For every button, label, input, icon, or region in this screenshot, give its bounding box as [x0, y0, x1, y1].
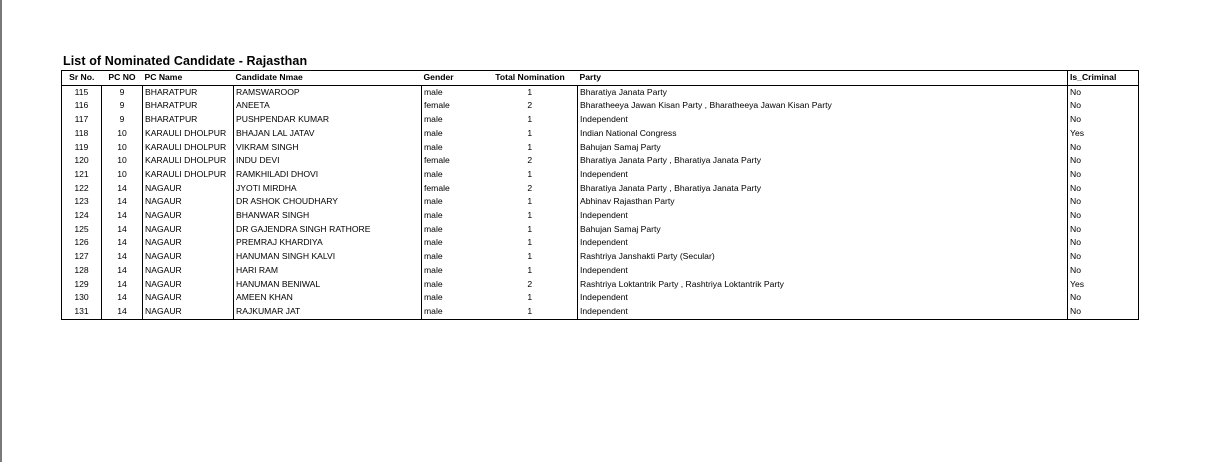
cell-gender: male	[422, 278, 483, 292]
cell-pc-name: BHARATPUR	[143, 113, 234, 127]
cell-pc-no: 14	[102, 209, 143, 223]
table-row	[62, 195, 1139, 209]
cell-total-nomination: 1	[527, 292, 533, 303]
cell-sr-no: 129	[62, 278, 102, 292]
cell-total-nomination: 1	[527, 141, 533, 152]
cell-candidate-name: DR ASHOK CHOUDHARY	[234, 195, 422, 209]
cell-sr-no: 122	[62, 182, 102, 196]
cell-party: Independent	[578, 113, 1068, 127]
cell-is-criminal: No	[1068, 182, 1139, 196]
cell-party: Rashtriya Loktantrik Party , Rashtriya Loktantrik Party	[578, 278, 1068, 292]
cell-party: Independent	[578, 291, 1068, 305]
cell-party: Bharatheeya Jawan Kisan Party , Bharatheeya Jawan Kisan Party	[578, 99, 1068, 113]
table-row	[62, 154, 1139, 168]
table-row	[62, 209, 1139, 223]
cell-candidate-name: ANEETA	[234, 99, 422, 113]
cell-pc-name: KARAULI DHOLPUR	[143, 141, 234, 155]
cell-gender: male	[422, 113, 483, 127]
cell-sr-no: 115	[62, 85, 102, 99]
cell-pc-name: KARAULI DHOLPUR	[143, 168, 234, 182]
cell-is-criminal: No	[1068, 250, 1139, 264]
cell-gender: male	[422, 264, 483, 278]
cell-pc-no: 14	[102, 236, 143, 250]
cell-pc-name: NAGAUR	[143, 291, 234, 305]
cell-party: Bharatiya Janata Party , Bharatiya Janata Party	[578, 154, 1068, 168]
cell-gender: male	[422, 250, 483, 264]
cell-pc-name: NAGAUR	[143, 305, 234, 319]
cell-gender: male	[422, 195, 483, 209]
cell-total-nomination: 1	[483, 305, 578, 319]
cell-pc-no: 9	[102, 99, 143, 113]
cell-pc-name: BHARATPUR	[143, 99, 234, 113]
header-pc-name: PC Name	[143, 71, 234, 86]
cell-gender: female	[422, 154, 483, 168]
page-left-edge	[0, 0, 2, 462]
cell-is-criminal: No	[1068, 154, 1139, 168]
header-is-criminal: Is_Criminal	[1068, 71, 1139, 86]
cell-is-criminal: No	[1068, 236, 1139, 250]
cell-total-nomination: 1	[527, 168, 533, 179]
table-row	[62, 223, 1139, 237]
cell-is-criminal: No	[1068, 291, 1139, 305]
table-row	[62, 305, 1139, 319]
table-row	[62, 182, 1139, 196]
cell-sr-no: 121	[62, 168, 102, 182]
cell-pc-no: 14	[102, 291, 143, 305]
cell-pc-name: BHARATPUR	[143, 85, 234, 99]
cell-party: Abhinav Rajasthan Party	[578, 195, 1068, 209]
cell-party: Independent	[578, 305, 1068, 319]
cell-candidate-name: HANUMAN SINGH KALVI	[234, 250, 422, 264]
cell-party: Bharatiya Janata Party	[578, 85, 1068, 99]
table-row	[62, 141, 1139, 155]
cell-gender: male	[422, 236, 483, 250]
cell-party: Independent	[578, 236, 1068, 250]
cell-candidate-name: DR GAJENDRA SINGH RATHORE	[234, 223, 422, 237]
cell-is-criminal: No	[1068, 223, 1139, 237]
table-row	[62, 291, 1139, 305]
cell-total-nomination: 2	[527, 100, 533, 111]
cell-gender: male	[422, 168, 483, 182]
cell-pc-name: NAGAUR	[143, 236, 234, 250]
cell-pc-no: 10	[102, 154, 143, 168]
cell-is-criminal: No	[1068, 141, 1139, 155]
cell-party: Rashtriya Janshakti Party (Secular)	[578, 250, 1068, 264]
cell-pc-name: NAGAUR	[143, 182, 234, 196]
cell-sr-no: 116	[62, 99, 102, 113]
cell-candidate-name: PUSHPENDAR KUMAR	[234, 113, 422, 127]
cell-sr-no: 125	[62, 223, 102, 237]
cell-sr-no: 128	[62, 264, 102, 278]
cell-candidate-name: BHAJAN LAL JATAV	[234, 127, 422, 141]
cell-sr-no: 127	[62, 250, 102, 264]
cell-gender: male	[422, 209, 483, 223]
cell-candidate-name: PREMRAJ KHARDIYA	[234, 236, 422, 250]
cell-pc-no: 10	[102, 168, 143, 182]
cell-total-nomination: 1	[527, 210, 533, 221]
cell-gender: male	[422, 223, 483, 237]
cell-pc-name: NAGAUR	[143, 223, 234, 237]
cell-party: Independent	[578, 209, 1068, 223]
cell-party: Bahujan Samaj Party	[578, 141, 1068, 155]
cell-party: Indian National Congress	[578, 127, 1068, 141]
cell-total-nomination: 1	[527, 223, 533, 234]
cell-candidate-name: RAJKUMAR JAT	[234, 305, 422, 319]
cell-total-nomination: 1	[527, 86, 533, 97]
cell-total-nomination: 1	[527, 114, 533, 125]
cell-pc-no: 9	[102, 85, 143, 99]
cell-total-nomination: 1	[527, 127, 533, 138]
table-row	[62, 99, 1139, 113]
cell-pc-no: 9	[102, 113, 143, 127]
cell-pc-no: 14	[102, 250, 143, 264]
cell-candidate-name: JYOTI MIRDHA	[234, 182, 422, 196]
nominated-candidates-table	[61, 70, 1139, 320]
header-candidate-name: Candidate Nmae	[234, 71, 422, 86]
table-row	[62, 127, 1139, 141]
table-row	[62, 85, 1139, 99]
cell-candidate-name: AMEEN KHAN	[234, 291, 422, 305]
cell-is-criminal: No	[1068, 99, 1139, 113]
cell-sr-no: 130	[62, 291, 102, 305]
cell-total-nomination: 1	[527, 237, 533, 248]
cell-is-criminal: No	[1068, 113, 1139, 127]
cell-total-nomination: 1	[527, 264, 533, 275]
cell-candidate-name: HANUMAN BENIWAL	[234, 278, 422, 292]
table-header-row	[62, 71, 1139, 86]
cell-is-criminal: Yes	[1068, 127, 1139, 141]
header-total-nomination: Total Nomination	[483, 71, 578, 86]
cell-gender: male	[422, 127, 483, 141]
cell-pc-name: NAGAUR	[143, 195, 234, 209]
cell-pc-no: 14	[102, 223, 143, 237]
header-sr-no: Sr No.	[62, 71, 102, 86]
cell-gender: male	[422, 85, 483, 99]
cell-pc-no: 14	[102, 182, 143, 196]
cell-pc-no: 14	[102, 278, 143, 292]
cell-gender: male	[422, 291, 483, 305]
cell-sr-no: 120	[62, 154, 102, 168]
cell-party: Bahujan Samaj Party	[578, 223, 1068, 237]
cell-pc-no: 10	[102, 127, 143, 141]
cell-pc-no: 14	[102, 264, 143, 278]
header-party: Party	[578, 71, 1068, 86]
cell-pc-name: NAGAUR	[143, 278, 234, 292]
cell-gender: male	[422, 141, 483, 155]
cell-total-nomination: 2	[527, 278, 533, 289]
cell-pc-name: NAGAUR	[143, 264, 234, 278]
cell-candidate-name: HARI RAM	[234, 264, 422, 278]
table-row	[62, 113, 1139, 127]
document-title: List of Nominated Candidate - Rajasthan	[63, 54, 308, 68]
cell-sr-no: 119	[62, 141, 102, 155]
cell-candidate-name: BHANWAR SINGH	[234, 209, 422, 223]
cell-is-criminal: No	[1068, 85, 1139, 99]
cell-party: Bharatiya Janata Party , Bharatiya Janata Party	[578, 182, 1068, 196]
table-body	[62, 85, 1139, 319]
cell-party: Independent	[578, 264, 1068, 278]
cell-sr-no: 117	[62, 113, 102, 127]
cell-candidate-name: INDU DEVI	[234, 154, 422, 168]
cell-total-nomination: 1	[527, 196, 533, 207]
cell-pc-no: 10	[102, 141, 143, 155]
cell-pc-name: NAGAUR	[143, 209, 234, 223]
cell-pc-name: KARAULI DHOLPUR	[143, 154, 234, 168]
header-pc-no: PC NO	[102, 71, 143, 86]
cell-is-criminal: No	[1068, 168, 1139, 182]
cell-is-criminal: No	[1068, 264, 1139, 278]
cell-total-nomination: 2	[527, 182, 533, 193]
cell-party: Independent	[578, 168, 1068, 182]
table-row	[62, 236, 1139, 250]
table-row	[62, 250, 1139, 264]
cell-pc-name: KARAULI DHOLPUR	[143, 127, 234, 141]
cell-gender: female	[422, 99, 483, 113]
cell-is-criminal: No	[1068, 209, 1139, 223]
cell-sr-no: 124	[62, 209, 102, 223]
header-gender: Gender	[422, 71, 483, 86]
cell-total-nomination: 1	[527, 251, 533, 262]
cell-sr-no: 118	[62, 127, 102, 141]
cell-is-criminal: No	[1068, 195, 1139, 209]
cell-candidate-name: RAMSWAROOP	[234, 85, 422, 99]
cell-sr-no: 126	[62, 236, 102, 250]
cell-candidate-name: VIKRAM SINGH	[234, 141, 422, 155]
table-row	[62, 168, 1139, 182]
cell-sr-no: 131	[62, 305, 102, 319]
cell-pc-name: NAGAUR	[143, 250, 234, 264]
cell-pc-no: 14	[102, 195, 143, 209]
cell-gender: female	[422, 182, 483, 196]
cell-gender: male	[422, 305, 483, 319]
table-row	[62, 278, 1139, 292]
cell-total-nomination: 2	[527, 155, 533, 166]
table-row	[62, 264, 1139, 278]
cell-pc-no: 14	[102, 305, 143, 319]
cell-is-criminal: No	[1068, 305, 1139, 319]
cell-sr-no: 123	[62, 195, 102, 209]
cell-is-criminal: Yes	[1068, 278, 1139, 292]
cell-candidate-name: RAMKHILADI DHOVI	[234, 168, 422, 182]
